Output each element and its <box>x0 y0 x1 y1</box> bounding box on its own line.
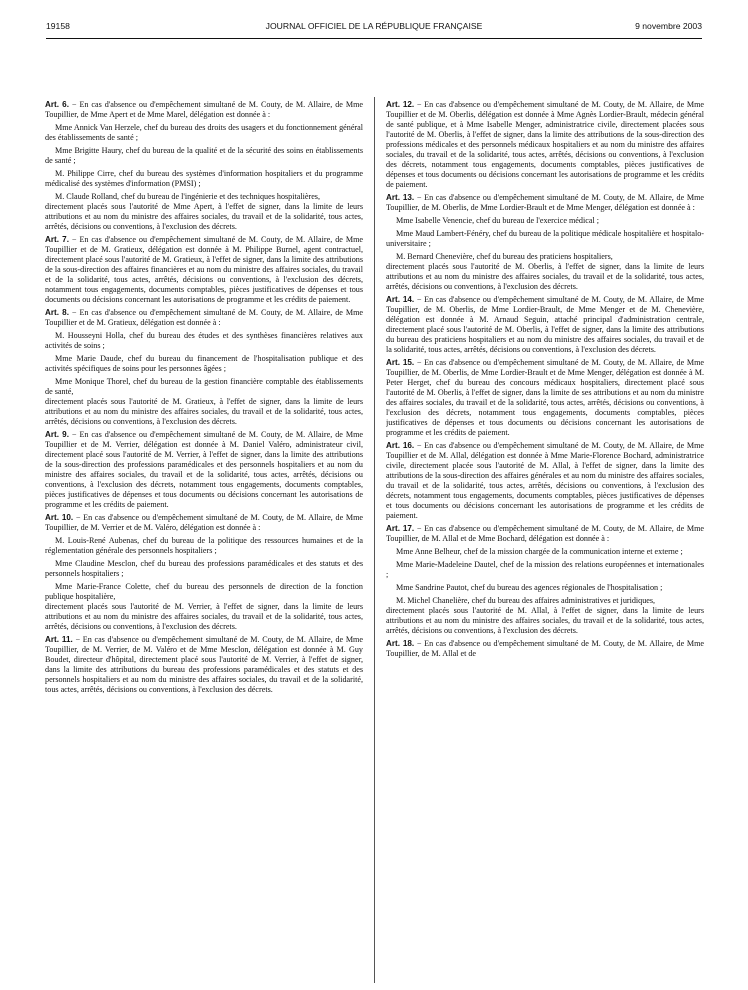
article-label: Art. 8. <box>45 308 69 317</box>
body-paragraph: directement placés sous l'autorité de M. Allal, à l'effet de signer, dans la limite de leurs attributions et au nom du ministre des affaires sociales, du travail et de la solidarité, tous actes, arrêtés, décisions ou conventions, à l'exclusion des décrets. <box>386 606 704 635</box>
article-text: − En cas d'absence ou d'empêchement simultané de M. Couty, de M. Allaire, de Mme Toupillier, de M. Allal et de Mme Bochard, délégation est donnée à : <box>386 524 704 543</box>
left-column <box>45 97 363 987</box>
delegate-paragraph: M. Bernard Chenevière, chef du bureau des praticiens hospitaliers, <box>396 252 613 261</box>
article-text: − En cas d'absence ou d'empêchement simultané de M. Couty, de M. Allaire, de Mme Toupillier, de M. Oberlis, de Mme Lordier-Brault et de Mme Menger, délégation est donnée à : <box>386 193 704 212</box>
page-number: 19158 <box>46 21 70 31</box>
delegate-paragraph: Mme Brigitte Haury, chef du bureau de la qualité et de la sécurité des soins en établissements de santé ; <box>45 146 363 165</box>
article-paragraph <box>45 513 363 533</box>
body-paragraph: directement placés sous l'autorité de M. Oberlis, à l'effet de signer, dans la limite de leurs attributions et au nom du ministre des affaires sociales, du travail et de la solidarité, tous actes, arrêtés, décisions ou conventions, à l'exclusion des décrets. <box>386 262 704 291</box>
article-label: Art. 18. <box>386 639 415 648</box>
article-paragraph <box>386 441 704 521</box>
article-paragraph <box>386 295 704 355</box>
article-label: Art. 6. <box>45 100 69 109</box>
article-text: − En cas d'absence ou d'empêchement simultané de M. Couty, de M. Allaire, de Mme Toupillier, de M. Oberlis, de Mme Lordier-Brault, de Mme Menger et de M. Chenevière, délégation est donnée à M. Arnaud Seguin, attaché principal d'administration centrale, directement placé sous l'autorité de M. Oberlis, à l'effet de signer, dans la limite des attributions du bureau des praticiens hospitaliers et au nom du ministre des affaires sociales, du travail et de la solidarité, tous actes, arrêtés, décisions ou conventions, à l'exclusion des décrets. <box>386 295 704 354</box>
article-text: − En cas d'absence ou d'empêchement simultané de M. Couty, de M. Allaire, de Mme Toupillier, de M. Verrier, de M. Valéro et de Mme Mesclon, délégation est donnée à M. Guy Boudet, directeur d'hôpital, directement placé sous l'autorité de M. Verrier, à l'effet de signer, dans la limite des attributions du bureau des professions paramédicales et des statuts et des personnels hospitaliers et au nom du ministre des affaires sociales, du travail et de la solidarité, tous actes, arrêtés, décisions ou conventions, à l'exclusion des décrets. <box>45 635 363 694</box>
article-paragraph <box>386 358 704 438</box>
delegate-paragraph: Mme Marie-France Colette, chef du bureau des personnels de direction de la fonction publique hospitalière, <box>45 582 363 601</box>
delegate-paragraph: Mme Isabelle Venencie, chef du bureau de l'exercice médical ; <box>396 216 599 225</box>
article-label: Art. 15. <box>386 358 415 367</box>
article-label: Art. 13. <box>386 193 415 202</box>
article-text: − En cas d'absence ou d'empêchement simultané de M. Couty, de M. Allaire, de Mme Toupillier et de M. Verrier, délégation est donnée à M. Daniel Valéro, administrateur civil, directement placé sous l'autorité de M. Verrier, à l'effet de signer, dans la limite des attributions de la sous-direction des professions paramédicales et des personnels hospitaliers et au nom du ministre des affaires sociales, du travail et de la solidarité, tous actes, arrêtés, décisions ou conventions, à l'exclusion des décrets, notamment tous engagements, documents comptables, pièces justificatives de dépenses et tous documents ou décisions concernant les autorisations de programme et les crédits de paiement. <box>45 430 363 509</box>
article-text: − En cas d'absence ou d'empêchement simultané de M. Couty, de M. Allaire, de Mme Toupillier, de M. Verrier et de M. Valéro, délégation est donnée à : <box>45 513 363 532</box>
delegate-paragraph: Mme Sandrine Pautot, chef du bureau des agences régionales de l'hospitalisation ; <box>396 583 663 592</box>
article-text: − En cas d'absence ou d'empêchement simultané de M. Couty, de M. Allaire, de Mme Toupillier et de M. Gratieux, délégation est donnée à : <box>45 308 363 327</box>
article-paragraph <box>45 430 363 510</box>
article-text: − En cas d'absence ou d'empêchement simultané de M. Couty, de M. Allaire, de Mme Toupillier, de M. Oberlis, de Mme Lordier-Brault et de Mme Menger, délégation est donnée à M. Peter Herget, chef du bureau des concours médicaux hospitaliers, directement placé sous l'autorité de M. Oberlis, à l'effet de signer, dans la limite de ses attributions et au nom du ministre des affaires sociales, du travail et de la solidarité, tous actes, arrêtés, décisions ou conventions, à l'exclusion des décrets, notamment tous engagements, documents comptables, pièces justificatives de dépenses et tous documents ou décisions concernant les autorisations de programme et les crédits de paiement. <box>386 358 704 437</box>
delegate-paragraph: Mme Marie-Madeleine Dautel, chef de la mission des relations européennes et internationales ; <box>386 560 704 579</box>
delegate-paragraph: Mme Monique Thorel, chef du bureau de la gestion financière comptable des établissements de santé, <box>45 377 363 396</box>
right-column <box>386 97 704 987</box>
column-divider <box>374 97 375 983</box>
article-label: Art. 9. <box>45 430 69 439</box>
article-text: − En cas d'absence ou d'empêchement simultané de M. Couty, de M. Allaire, de Mme Toupillier et de M. Oberlis, délégation est donnée à Mme Agnès Lordier-Brault, médecin général de santé publique, et à Mme Isabelle Menger, administratrice civile, directement placées sous l'autorité de M. Oberlis, à l'effet de signer, dans la limite des attributions de la sous-direction des professions médicales et des personnels médicaux hospitaliers et au nom du ministre des affaires sociales, du travail et de la solidarité, tous actes, arrêtés, décisions ou conventions, à l'exclusion des décrets, notamment tous engagements, documents comptables, pièces justificatives de dépenses et tous documents ou décisions concernant les autorisations de programme et les crédits de paiement. <box>386 100 704 189</box>
delegate-paragraph: Mme Claudine Mesclon, chef du bureau des professions paramédicales et des statuts et des personnels hospitaliers ; <box>45 559 363 578</box>
page-header <box>46 21 702 35</box>
article-label: Art. 7. <box>45 235 69 244</box>
article-label: Art. 14. <box>386 295 415 304</box>
article-paragraph <box>386 524 704 544</box>
article-label: Art. 10. <box>45 513 74 522</box>
body-paragraph: directement placés sous l'autorité de Mme Apert, à l'effet de signer, dans la limite de leurs attributions et au nom du ministre des affaires sociales, du travail et de la solidarité, tous actes, arrêtés, décisions ou conventions, à l'exclusion des décrets. <box>45 202 363 231</box>
delegate-paragraph: M. Michel Chanelière, chef du bureau des affaires administratives et juridiques, <box>396 596 656 605</box>
article-paragraph <box>45 235 363 305</box>
delegate-paragraph: Mme Anne Belheur, chef de la mission chargée de la communication interne et externe ; <box>396 547 683 556</box>
article-paragraph <box>386 100 704 190</box>
article-text: − En cas d'absence ou d'empêchement simultané de M. Couty, de M. Allaire, de Mme Toupillier, de Mme Apert et de Mme Marel, délégation est donnée à : <box>45 100 363 119</box>
journal-title: JOURNAL OFFICIEL DE LA RÉPUBLIQUE FRANÇAISE <box>265 21 483 31</box>
article-label: Art. 12. <box>386 100 415 109</box>
body-paragraph: directement placés sous l'autorité de M. Gratieux, à l'effet de signer, dans la limite de leurs attributions et au nom du ministre des affaires sociales, du travail et de la solidarité, tous actes, arrêtés, décisions ou conventions, à l'exclusion des décrets. <box>45 397 363 426</box>
article-paragraph <box>45 308 363 328</box>
article-text: − En cas d'absence ou d'empêchement simultané de M. Couty, de M. Allaire, de Mme Toupillier et de M. Allal, délégation est donnée à Mme Marie-Florence Bochard, administratrice civile, directement placée sous l'autorité de M. Allal, à l'effet de signer, dans la limite des attributions de la sous-direction des affaires générales et au nom du ministre des affaires sociales, du travail et de la solidarité, tous actes, arrêtés, décisions ou conventions, à l'exclusion des décrets, notamment tous engagements, documents comptables, pièces justificatives de dépenses et tous documents ou décisions concernant les autorisations de programme et les crédits de paiement. <box>386 441 704 520</box>
article-paragraph <box>386 639 704 659</box>
body-paragraph: directement placés sous l'autorité de M. Verrier, à l'effet de signer, dans la limite de leurs attributions et au nom du ministre des affaires sociales, du travail et de la solidarité, tous actes, arrêtés, décisions ou conventions, à l'exclusion des décrets. <box>45 602 363 631</box>
article-label: Art. 11. <box>45 635 73 644</box>
article-paragraph <box>45 100 363 120</box>
delegate-paragraph: M. Housseyni Holla, chef du bureau des études et des synthèses financières relatives aux activités de soins ; <box>45 331 363 350</box>
article-paragraph <box>386 193 704 213</box>
article-label: Art. 17. <box>386 524 415 533</box>
delegate-paragraph: M. Louis-René Aubenas, chef du bureau de la politique des ressources humaines et de la réglementation générale des personnels hospitaliers ; <box>45 536 363 555</box>
delegate-paragraph: Mme Marie Daude, chef du bureau du financement de l'hospitalisation publique et des activités spécifiques de soins pour les personnes âgées ; <box>45 354 363 373</box>
delegate-paragraph: M. Claude Rolland, chef du bureau de l'ingénierie et des techniques hospitalières, <box>55 192 320 201</box>
article-paragraph <box>45 635 363 695</box>
delegate-paragraph: M. Philippe Cirre, chef du bureau des systèmes d'information hospitaliers et du programme médicalisé des systèmes d'information (PMSI) ; <box>45 169 363 188</box>
delegate-paragraph: Mme Annick Van Herzele, chef du bureau des droits des usagers et du fonctionnement général des établissements de santé ; <box>45 123 363 142</box>
issue-date: 9 novembre 2003 <box>635 21 702 31</box>
article-label: Art. 16. <box>386 441 415 450</box>
article-text: − En cas d'absence ou d'empêchement simultané de M. Couty, de M. Allaire, de Mme Toupillier, de M. Allal et de <box>386 639 704 658</box>
article-text: − En cas d'absence ou d'empêchement simultané de M. Couty, de M. Allaire, de Mme Toupillier et de M. Gratieux, délégation est donnée à M. Philippe Burnel, agent contractuel, directement placé sous l'autorité de M. Gratieux, à l'effet de signer, dans la limite des attributions de la sous-direction des affaires financières et au nom du ministre des affaires sociales, du travail et de la solidarité, tous actes, arrêtés, décisions ou conventions, à l'exclusion des décrets, notamment tous engagements, documents comptables, pièces justificatives de dépenses et tous documents ou décisions concernant les autorisations de programme et les crédits de paiement. <box>45 235 363 304</box>
header-rule <box>46 38 702 39</box>
delegate-paragraph: Mme Maud Lambert-Fénéry, chef du bureau de la politique médicale hospitalière et hospitalo-universitaire ; <box>386 229 704 248</box>
